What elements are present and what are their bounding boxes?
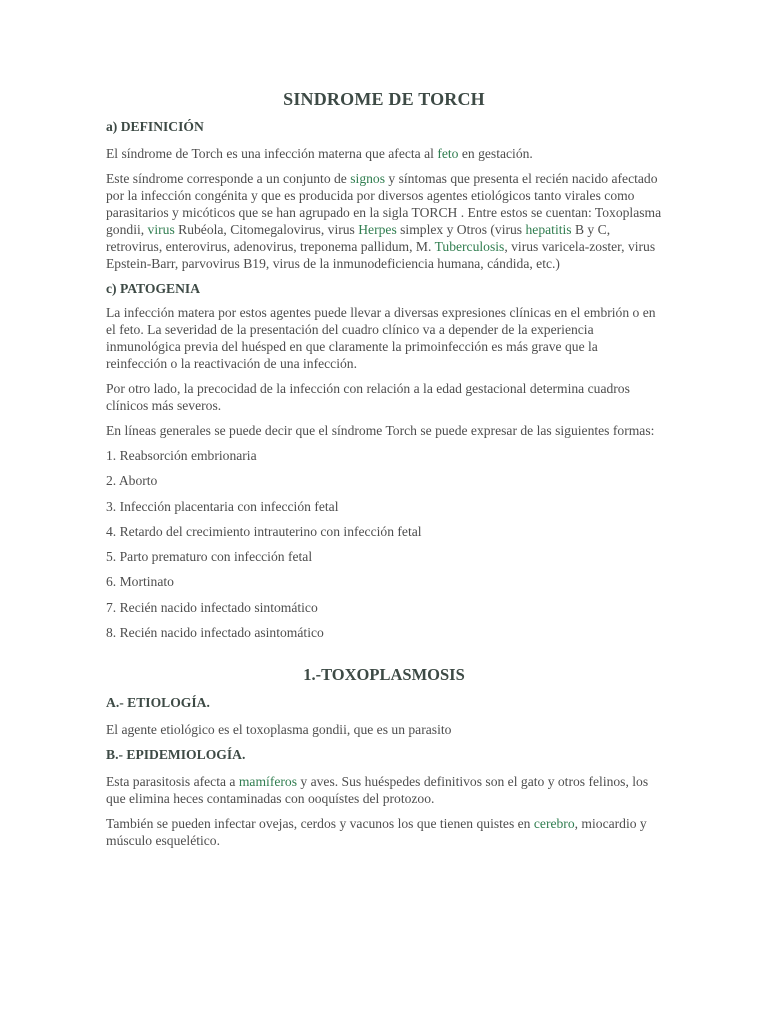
list-item: 8. Recién nacido infectado asintomático [106, 625, 324, 641]
toxoplasmosis-title: 1.-TOXOPLASMOSIS [303, 665, 465, 685]
list-item: 1. Reabsorción embrionaria [106, 448, 257, 463]
definicion-paragraph-2 [106, 170, 662, 272]
text-run: y síntomas que presenta el recién nacido afectado por la infección congénita y que es producida por diversos agentes etiológicos tanto virales como parasitarios y micóticos que se han agrupado en la sigla TORCH . Entre estos se cuentan: Toxoplasma gondii, [106, 171, 662, 237]
definicion-heading: a) DEFINICIÓN [106, 119, 204, 134]
list-item: 5. Parto prematuro con infección fetal [106, 549, 313, 565]
patogenia-paragraph-2: Por otro lado, la precocidad de la infección con relación a la edad gestacional determina cuadros clínicos más severos. [106, 381, 630, 413]
text-run: Esta parasitosis afecta a [106, 774, 239, 790]
patogenia-paragraph-3: En líneas generales se puede decir que el síndrome Torch se puede expresar de las siguientes formas: [106, 423, 655, 438]
list-item: 3. Infección placentaria con infección fetal [106, 498, 339, 514]
link-mamiferos[interactable]: mamíferos [238, 774, 297, 790]
etiologia-heading: A.- ETIOLOGÍA. [106, 695, 210, 711]
link-feto[interactable]: feto [437, 146, 459, 161]
link-virus[interactable]: virus [147, 222, 175, 237]
text-run: También se pueden infectar ovejas, cerdos y vacunos los que tienen quistes en [106, 816, 534, 832]
text-run: simplex y Otros (virus [396, 222, 526, 237]
text-run: El síndrome de Torch es una infección materna que afecta al [106, 146, 438, 161]
epidemiologia-paragraph-2 [106, 815, 662, 849]
link-herpes[interactable]: Herpes [358, 222, 397, 237]
text-run: y aves. Sus huéspedes definitivos son el gato y otros felinos, los que elimina heces contaminadas con ooquístes del protozoo. [106, 774, 649, 807]
link-hepatitis[interactable]: hepatitis [525, 222, 572, 237]
forms-list [106, 447, 662, 649]
link-cerebro[interactable]: cerebro [533, 816, 575, 832]
text-run: B y C, retrovirus, enterovirus, adenovirus, treponema pallidum, M. [106, 222, 611, 254]
link-tuberculosis[interactable]: Tuberculosis [434, 239, 505, 254]
list-item: 6. Mortinato [106, 574, 174, 590]
text-run: Este síndrome corresponde a un conjunto de [106, 171, 351, 186]
document-title: SINDROME DE TORCH [283, 89, 485, 109]
etiologia-paragraph: El agente etiológico es el toxoplasma gondii, que es un parasito [106, 722, 452, 738]
epidemiologia-paragraph-1 [106, 773, 662, 807]
patogenia-paragraph-1: La infección matera por estos agentes puede llevar a diversas expresiones clínicas en el embrión o en el feto. La severidad de la presentación del cuadro clínico va a depender de la experiencia inmunológica previa del huésped en que claramente la primoinfección es más grave que la reinfección o la reactivación de una infección. [106, 305, 656, 371]
text-run: , miocardio y músculo esquelético. [106, 816, 647, 849]
text-run: en gestación. [458, 146, 533, 161]
definicion-paragraph-1 [106, 145, 662, 162]
text-run: Rubéola, Citomegalovirus, virus [174, 222, 359, 237]
list-item: 4. Retardo del crecimiento intrauterino con infección fetal [106, 523, 422, 539]
list-item: 7. Recién nacido infectado sintomático [106, 599, 318, 615]
list-item: 2. Aborto [106, 473, 158, 489]
link-signos[interactable]: signos [350, 171, 385, 186]
patogenia-heading: c) PATOGENIA [106, 281, 201, 296]
epidemiologia-heading: B.- EPIDEMIOLOGÍA. [106, 747, 246, 763]
text-run: , virus varicela-zoster, virus Epstein-Barr, parvovirus B19, virus de la inmunodeficiencia humana, cándida, etc.) [106, 239, 656, 271]
